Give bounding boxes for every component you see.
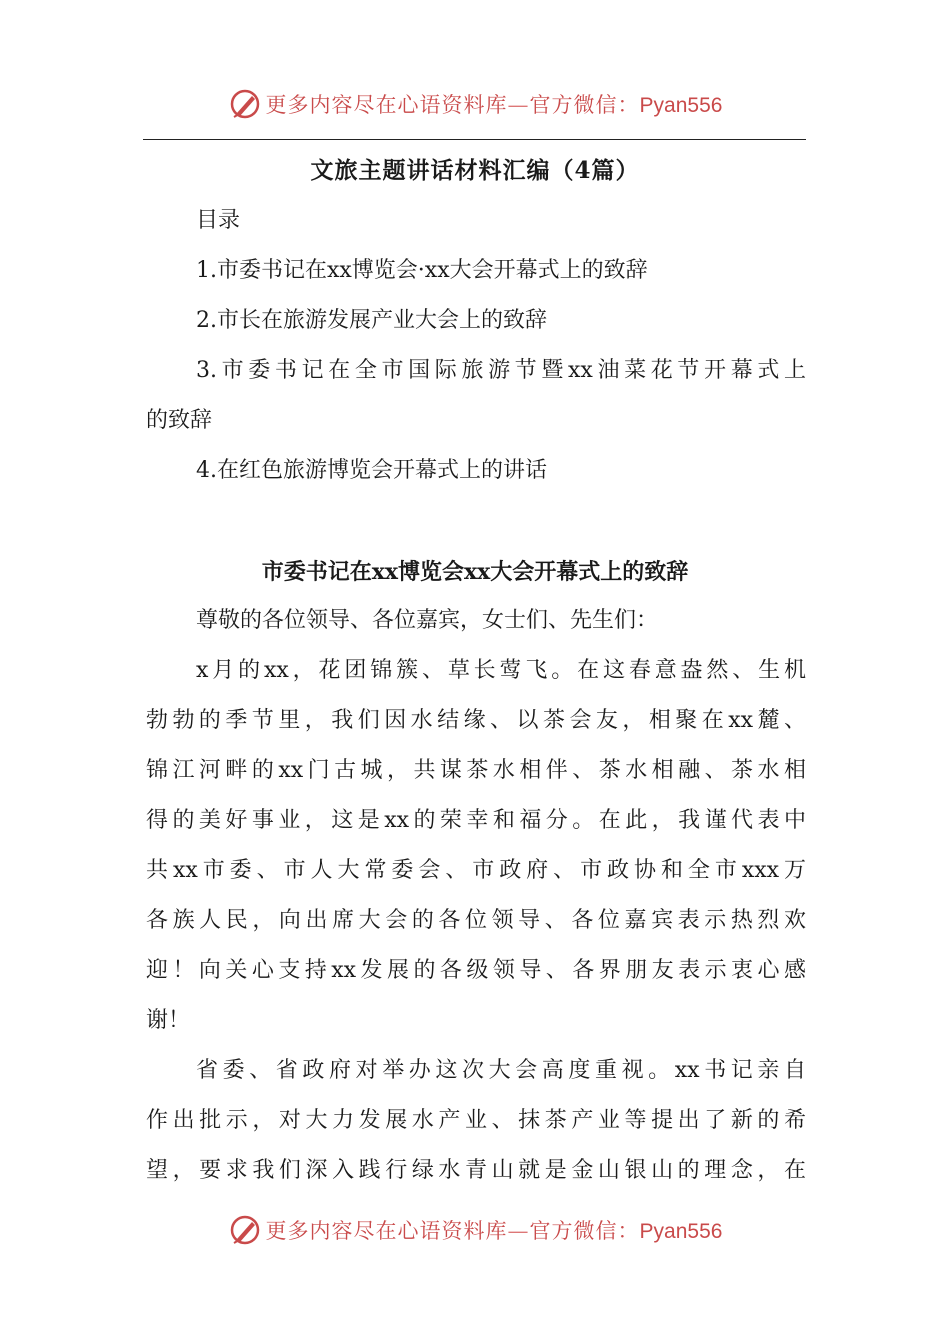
document-title: 文旅主题讲话材料汇编（4篇） (310, 157, 640, 184)
paragraph-line: 作出批示，对大力发展水产业、抹茶产业等提出了新的希 (146, 1108, 806, 1133)
banner-text (266, 1215, 723, 1245)
paragraph-line: x月的xx，花团锦簇、草长莺飞。在这春意盎然、生机 (196, 658, 806, 683)
paragraph-line: 锦江河畔的xx门古城，共谋茶水相伴、茶水相融、茶水相 (146, 758, 806, 783)
paragraph-line: 谢！ (146, 1008, 191, 1033)
banner-wechat: Pyan556 (639, 94, 723, 117)
banner-main: 更多内容尽在心语资料库 (265, 93, 508, 117)
banner-label: 官方微信： (529, 93, 640, 117)
pen-logo-icon (228, 87, 262, 121)
salutation: 尊敬的各位领导、各位嘉宾，女士们、先生们： (196, 608, 659, 633)
banner-wechat: Pyan556 (639, 1220, 723, 1243)
section-title: 市委书记在xx博览会xx大会开幕式上的致辞 (261, 559, 689, 585)
toc-item: 2.市长在旅游发展产业大会上的致辞 (196, 308, 547, 333)
toc-item: 3.市委书记在全市国际旅游节暨xx油菜花节开幕式上 (196, 358, 806, 383)
banner-sep: — (507, 93, 530, 117)
toc-item: 1.市委书记在xx博览会·xx大会开幕式上的致辞 (196, 258, 648, 283)
header-banner (0, 84, 950, 124)
paragraph-line: 勃勃的季节里，我们因水结缘、以茶会友，相聚在xx麓、 (146, 708, 806, 733)
paragraph-line: 共xx市委、市人大常委会、市政府、市政协和全市xxx万 (146, 858, 806, 883)
pen-logo-icon (228, 1213, 262, 1247)
toc-item: 4.在红色旅游博览会开幕式上的讲话 (196, 458, 547, 483)
toc-heading: 目录 (196, 208, 241, 233)
banner-text (266, 89, 723, 119)
banner-sep: — (507, 1219, 530, 1243)
paragraph-line: 迎！向关心支持xx发展的各级领导、各界朋友表示衷心感 (146, 958, 806, 983)
paragraph-line: 省委、省政府对举办这次大会高度重视。xx书记亲自 (196, 1058, 806, 1083)
banner-label: 官方微信： (529, 1219, 640, 1243)
paragraph-line: 得的美好事业，这是xx的荣幸和福分。在此，我谨代表中 (146, 808, 806, 833)
paragraph-line: 各族人民，向出席大会的各位领导、各位嘉宾表示热烈欢 (146, 908, 806, 933)
paragraph-line: 望，要求我们深入践行绿水青山就是金山银山的理念，在 (146, 1158, 806, 1183)
banner-main: 更多内容尽在心语资料库 (265, 1219, 508, 1243)
toc-item-continued: 的致辞 (146, 408, 213, 433)
header-rule (143, 139, 806, 140)
footer-banner (0, 1210, 950, 1250)
